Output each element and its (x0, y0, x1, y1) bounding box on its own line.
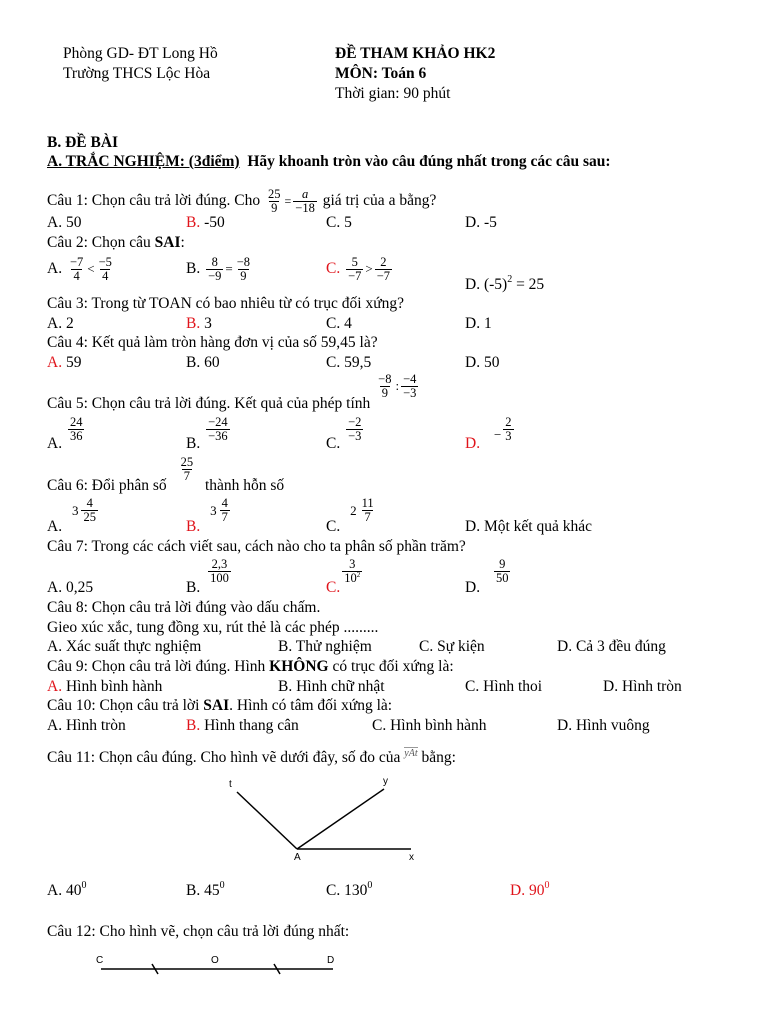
q7-option-a[interactable]: A. 0,25 (47, 579, 94, 596)
point-label-x: x (409, 852, 414, 863)
q11-option-c[interactable]: C. $130^0$ (326, 880, 373, 899)
question-1: Câu 1: Chọn câu trả lời đúng. Cho $\frac{25}{9}$ = $\frac{a}{-18}$ giá trị của a bằng? (47, 187, 437, 216)
q4-option-b[interactable]: B. 60 (186, 354, 220, 371)
fraction: $\frac{25}{9}$ (268, 187, 281, 216)
point-label-O: O (211, 955, 219, 966)
question-11: Câu 11: Chọn câu đúng. Cho hình vẽ dưới đây, số đo của yAt bằng: (47, 748, 456, 766)
q6-option-b[interactable]: B. 3 $\frac{4}{7}$ (186, 496, 228, 535)
q4-option-c[interactable]: C. 59,5 (326, 354, 372, 371)
q3-option-c[interactable]: C. 4 (326, 315, 352, 332)
q4-option-a[interactable]: A. 59 (47, 354, 82, 371)
exam-time: Thời gian: 90 phút (335, 85, 451, 102)
exam-title: ĐỀ THAM KHẢO HK2 (335, 45, 496, 62)
question-5: Câu 5: Chọn câu trả lời đúng. Kết quả của phép tính $\frac{-8}{9}$ : $\frac{-4}{-3}$ (47, 372, 417, 412)
part-a-heading: A. TRẮC NGHIỆM: (3điểm) Hãy khoanh tròn vào câu đúng nhất trong các câu sau: (47, 153, 611, 170)
q7-option-d[interactable]: D. $\frac{9}{50}$ (465, 557, 509, 596)
section-b-heading: B. ĐỀ BÀI (47, 134, 119, 151)
q5-option-b[interactable]: B. $\frac{-24}{-36}$ (186, 415, 228, 452)
q5-option-d[interactable]: D. − $\frac{2}{3}$ (465, 415, 512, 452)
q7-option-b[interactable]: B. $\frac{2,3}{100}$ (186, 557, 229, 596)
point-label-A: A (294, 852, 301, 863)
q6-option-c[interactable]: C. 2 $\frac{11}{7}$ (326, 496, 374, 535)
q10-option-d[interactable]: D. Hình vuông (557, 717, 650, 734)
q10-option-c[interactable]: C. Hình bình hành (372, 717, 487, 734)
question-8: Câu 8: Chọn câu trả lời đúng vào dấu chấm. (47, 599, 321, 616)
question-9: Câu 9: Chọn câu trả lời đúng. Hình KHÔNG có trục đối xứng là: (47, 658, 454, 675)
q8-option-b[interactable]: B. Thử nghiệm (278, 638, 372, 655)
point-label-t: t (229, 779, 232, 790)
q11-option-a[interactable]: A. $40^0$ (47, 880, 87, 899)
q11-option-b[interactable]: B. $45^0$ (186, 880, 225, 899)
q10-option-a[interactable]: A. Hình tròn (47, 717, 126, 734)
question-8-statement: Gieo xúc xắc, tung đồng xu, rút thẻ là các phép ......... (47, 619, 379, 636)
question-3: Câu 3: Trong từ TOAN có bao nhiêu từ có trục đối xứng? (47, 295, 404, 312)
q4-option-d[interactable]: D. 50 (465, 354, 500, 371)
school-name: Trường THCS Lộc Hòa (63, 65, 211, 82)
point-label-C: C (96, 955, 104, 966)
q1-option-b[interactable]: B. -50 (186, 214, 225, 231)
question-4: Câu 4: Kết quả làm tròn hàng đơn vị của số 59,45 là? (47, 334, 378, 351)
q8-option-d[interactable]: D. Cả 3 đều đúng (557, 638, 666, 655)
q10-option-b[interactable]: B. Hình thang cân (186, 717, 299, 734)
question-12: Câu 12: Cho hình vẽ, chọn câu trả lời đúng nhất: (47, 923, 350, 940)
q6-option-a[interactable]: A. 3 $\frac{4}{25}$ (47, 496, 96, 535)
q8-option-a[interactable]: A. Xác suất thực nghiệm (47, 638, 202, 655)
question-6: Câu 6: Đổi phân số $\frac{25}{7}$ thành hỗn số (47, 455, 285, 494)
q9-option-a[interactable]: A. Hình bình hành (47, 678, 163, 695)
q2-option-a[interactable]: A. $\frac{-7}{4}$ < $\frac{-5}{4}$ (47, 255, 112, 284)
q9-option-d[interactable]: D. Hình tròn (603, 678, 682, 695)
fraction: $\frac{a}{-18}$ (295, 187, 315, 216)
q1-option-d[interactable]: D. -5 (465, 214, 497, 231)
department-name: Phòng GD- ĐT Long Hồ (63, 45, 218, 62)
q6-option-d[interactable]: D. Một kết quả khác (465, 518, 592, 535)
question-2: Câu 2: Chọn câu SAI: (47, 234, 185, 251)
q11-option-d[interactable]: D. $90^0$ (510, 880, 550, 899)
q5-option-a[interactable]: A. $\frac{24}{36}$ (47, 415, 83, 452)
point-label-y: y (383, 776, 388, 787)
q3-option-b[interactable]: B. 3 (186, 315, 212, 332)
q1-option-a[interactable]: A. 50 (47, 214, 82, 231)
question-10: Câu 10: Chọn câu trả lời SAI. Hình có tâm đối xứng là: (47, 697, 393, 714)
q7-option-c[interactable]: C. $\frac{3}{10^2}$ (326, 557, 361, 596)
q3-option-d[interactable]: D. 1 (465, 315, 492, 332)
q2-option-c[interactable]: C. $\frac{5}{-7}$ > $\frac{2}{-7}$ (326, 255, 391, 284)
q3-option-a[interactable]: A. 2 (47, 315, 74, 332)
q2-option-d[interactable]: D. $(-5)^2 = 25$ (465, 274, 545, 293)
subject: MÔN: Toán 6 (335, 65, 427, 82)
point-label-D: D (327, 955, 335, 966)
angle-symbol: yAt (404, 748, 418, 759)
q2-option-b[interactable]: B. $\frac{8}{-9}$ = $\frac{-8}{9}$ (186, 255, 251, 284)
q1-option-c[interactable]: C. 5 (326, 214, 352, 231)
q9-option-c[interactable]: C. Hình thoi (465, 678, 543, 695)
question-7: Câu 7: Trong các cách viết sau, cách nào cho ta phân số phần trăm? (47, 538, 466, 555)
q5-option-c[interactable]: C. $\frac{-2}{-3}$ (326, 415, 362, 452)
q9-option-b[interactable]: B. Hình chữ nhật (278, 678, 385, 695)
q8-option-c[interactable]: C. Sự kiện (419, 638, 485, 655)
